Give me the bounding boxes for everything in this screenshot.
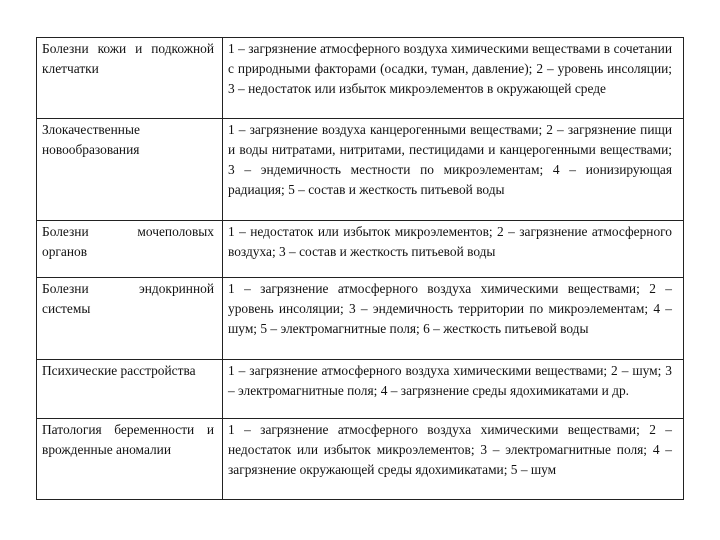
disease-cell: Злокачественные новообразования <box>37 119 223 221</box>
factors-cell: 1 – недостаток или избыток микроэлементов; 2 – загрязнение атмосферного воздуха; 3 – состав и жесткость питьевой воды <box>223 221 684 278</box>
table-row <box>37 38 684 119</box>
disease-cell: Патология беременности и врожденные аномалии <box>37 419 223 500</box>
disease-cell: Болезни мочеполовых органов <box>37 221 223 278</box>
factors-cell: 1 – загрязнение атмосферного воздуха химическими веществами в сочетании с природными факторами (осадки, туман, давление); 2 – уровень инсоляции; 3 – недостаток или избыток микроэлементов в окружающей среде <box>223 38 684 119</box>
factors-cell: 1 – загрязнение атмосферного воздуха химическими веществами; 2 – шум; 3 – электромагнитные поля; 4 – загрязнение среды ядохимикатами и др. <box>223 360 684 419</box>
disease-cell: Болезни эндокринной системы <box>37 278 223 360</box>
factors-cell: 1 – загрязнение атмосферного воздуха химическими веществами; 2 – недостаток или избыток микроэлементов; 3 – электромагнитные поля; 4 – загрязнение окружающей среды ядохимикатами; 5 – шум <box>223 419 684 500</box>
factors-cell: 1 – загрязнение воздуха канцерогенными веществами; 2 – загрязнение пищи и воды нитратами, нитритами, пестицидами и канцерогенными веществами; 3 – эндемичность местности по микроэлементам; 4 – ионизирующая радиация; 5 – состав и жесткость питьевой воды <box>223 119 684 221</box>
disease-cell: Психические расстройства <box>37 360 223 419</box>
table-row <box>37 278 684 360</box>
table-row <box>37 360 684 419</box>
disease-factors-table <box>36 37 684 500</box>
factors-cell: 1 – загрязнение атмосферного воздуха химическими веществами; 2 – уровень инсоляции; 3 – эндемичность территории по микроэлементам; 4 – шум; 5 – электромагнитные поля; 6 – жесткость питьевой воды <box>223 278 684 360</box>
table-row <box>37 419 684 500</box>
table-row <box>37 119 684 221</box>
table-row <box>37 221 684 278</box>
disease-cell: Болезни кожи и подкожной клетчатки <box>37 38 223 119</box>
